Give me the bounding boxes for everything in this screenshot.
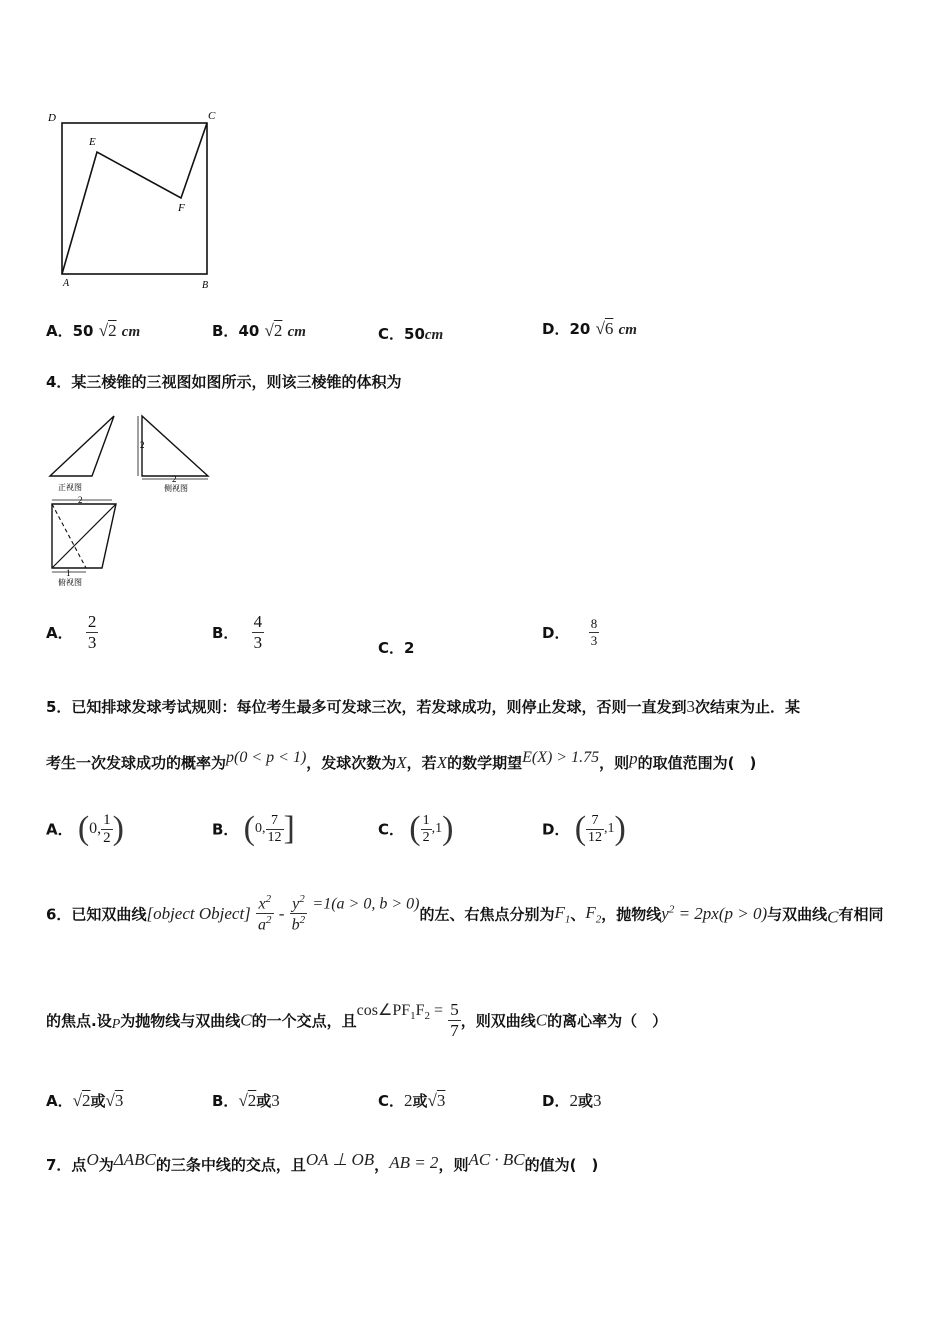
sqrt-symbol: √6 [595, 319, 614, 338]
q3-option-c[interactable] [378, 323, 443, 344]
or-word: 或 [577, 1092, 593, 1110]
radicand: 2 [273, 321, 283, 340]
q6-option-b[interactable] [212, 1090, 280, 1111]
sqrt-symbol: √2 [264, 321, 283, 340]
q5-line1: 5．已知排球发球考试规则：每位考生最多可发球三次，若发球成功，则停止发球，否则一直发到3次结束为止．某 [46, 697, 800, 716]
front-view-shape [50, 416, 114, 476]
ab-length: AB = 2 [389, 1153, 439, 1172]
top-view-label: 俯视图 [58, 578, 82, 587]
option-letter: A． [46, 322, 73, 340]
q5-option-b[interactable]: B． (0, $\frac{7}{12}$ ] [212, 810, 295, 847]
q5-option-c[interactable]: C． ( $\frac{1}{2}$ ,1) [378, 810, 454, 847]
interval-right: ,1 [604, 821, 615, 836]
hyperbola-C4: C [535, 1010, 548, 1030]
fraction: $\frac{4}{3}$ [253, 612, 263, 652]
interval-right: ,1 [431, 821, 443, 836]
top-dim: 2 [78, 495, 83, 505]
fraction: $\frac{8}{3}$ [590, 616, 598, 648]
expectation: E(X) > 1.75 [522, 749, 600, 766]
q4-option-d[interactable] [542, 616, 599, 649]
sqrt-3: √3 [105, 1091, 124, 1110]
fraction-x2-a2: $\frac{x^2}{a^2}$ [258, 893, 272, 934]
or-word: 或 [412, 1092, 428, 1110]
option-value: 50 [404, 325, 425, 343]
option-letter: B． [212, 322, 239, 340]
path-AEFC [62, 123, 207, 274]
option-letter: D． [542, 624, 570, 642]
label-C: C [208, 110, 216, 122]
triangle-ABC: ΔABC [113, 1150, 156, 1169]
sqrt-2: √2 [238, 1091, 257, 1110]
sqrt-3: √3 [427, 1091, 446, 1110]
var-X: X [396, 753, 407, 772]
option-letter: B． [212, 820, 239, 839]
fraction: $\frac{2}{3}$ [87, 612, 97, 652]
option-value: 2 [404, 639, 415, 657]
var-X: X [436, 753, 448, 772]
cos-angle: $\cos\angle PF_1F_2$ = [356, 1002, 444, 1023]
side-dim: 2 [140, 440, 145, 450]
sqrt-2: √2 [72, 1091, 91, 1110]
q4-option-b[interactable] [212, 612, 264, 653]
or-word: 或 [90, 1092, 106, 1110]
option-coef: 50 [72, 322, 94, 340]
point-P: P [111, 1017, 121, 1032]
value-2: 2 [569, 1091, 578, 1110]
label-F: F [178, 202, 185, 214]
side-base-dim: 2 [172, 474, 177, 484]
hyperbola-C: [object Object] [146, 903, 251, 923]
q6-option-d[interactable] [542, 1090, 601, 1111]
option-letter: A． [46, 624, 73, 642]
fraction: $\frac{7}{12}$ [588, 812, 603, 845]
fraction: $\frac{1}{2}$ [103, 811, 111, 846]
q4-three-views-figure [44, 408, 224, 593]
side-view-label: 侧视图 [164, 484, 188, 493]
option-letter: C． [378, 325, 405, 343]
label-A: A [63, 278, 70, 289]
q3-option-d[interactable] [542, 318, 637, 339]
q4-stem: 4．某三棱锥的三视图如图所示，则该三棱锥的体积为 [46, 373, 402, 391]
point-O: O [86, 1150, 99, 1169]
option-letter: D． [542, 820, 570, 839]
question3-figure [40, 105, 230, 295]
q6-line2: 的焦点.设P为抛物线与双曲线C的一个交点，且$\cos\angle PF_1F_2$ = $\frac{5}{7}$ ，则双曲线C的离心率为（ ） [46, 1000, 668, 1040]
fraction-5-7: $\frac{5}{7}$ [450, 1000, 459, 1040]
option-letter: D． [542, 320, 570, 338]
fraction: $\frac{1}{2}$ [422, 812, 430, 845]
hyperbola-C3: C [240, 1010, 252, 1030]
unit: cm [121, 324, 141, 340]
option-letter: B． [212, 1092, 239, 1110]
perpendicular: OA ⊥ OB [305, 1150, 375, 1169]
sqrt-symbol: √2 [98, 321, 117, 340]
q7-stem: 7．点O为ΔABC的三条中线的交点，且OA ⊥ OB，AB = 2，则AC · BC的值为( ) [46, 1150, 599, 1174]
option-letter: C． [378, 820, 405, 839]
fraction-y2-b2: $\frac{y^2}{b^2}$ [291, 893, 306, 934]
p-condition: p(0 < p < 1) [226, 749, 307, 766]
option-coef: 20 [569, 320, 591, 338]
dot-product: AC · BC [468, 1150, 525, 1169]
label-E: E [89, 136, 96, 148]
q6-option-c[interactable] [378, 1090, 445, 1111]
unit: cm [618, 322, 637, 338]
q4-option-c[interactable] [378, 637, 414, 658]
q6-line1: 6．已知双曲线[object Object] $\frac{x^2}{a^2}$ - $\frac{y^2}{b^2}$ =1(a > 0, b > 0)的左、右焦点分别为$F_1$、$F_2$，抛物线$y^2 = 2px(p > 0)$与双曲线C有相同 [46, 893, 884, 934]
q6-option-a[interactable] [46, 1090, 123, 1111]
F2: $F_2$ [585, 902, 602, 926]
or-word: 或 [256, 1092, 272, 1110]
option-letter: C． [378, 1092, 405, 1110]
side-view-shape [142, 416, 208, 476]
unit: cm [287, 324, 306, 340]
q5-option-a[interactable]: A． (0, $\frac{1}{2}$ ) [46, 810, 124, 847]
option-letter: A． [46, 820, 73, 839]
q4-option-a[interactable] [46, 612, 98, 653]
value-2: 2 [404, 1091, 413, 1110]
number-3: 3 [686, 697, 695, 716]
q5-line2: 考生一次发球成功的概率为p(0 < p < 1)，发球次数为X，若X的数学期望E(X) > 1.75，则p的取值范围为( ) [46, 749, 757, 772]
radicand: 2 [108, 321, 117, 340]
condition: =1(a > 0, b > 0) [312, 895, 420, 913]
unit: cm [424, 327, 444, 343]
option-letter: A． [46, 1092, 73, 1110]
label-B: B [202, 280, 209, 291]
q3-option-a[interactable] [46, 320, 140, 341]
label-D: D [48, 112, 56, 124]
option-coef: 40 [238, 322, 260, 340]
var-p: p [629, 749, 638, 768]
option-letter: B． [212, 624, 239, 642]
F1: $F_1$ [554, 902, 571, 926]
option-letter: C． [378, 639, 405, 657]
hyperbola-C2: C [827, 907, 839, 927]
value-3: 3 [592, 1091, 602, 1110]
interval-left: 0, [89, 820, 102, 837]
top-base-dim: 1 [66, 568, 71, 578]
q5-option-d[interactable]: D． ( $\frac{7}{12}$ ,1) [542, 810, 626, 847]
fraction: $\frac{7}{12}$ [267, 812, 282, 845]
front-view-label: 正视图 [58, 483, 82, 492]
value-3: 3 [271, 1091, 280, 1110]
q3-option-b[interactable] [212, 320, 306, 341]
radicand: 6 [604, 319, 614, 338]
interval-left: 0, [255, 821, 266, 836]
parabola: $y^2 = 2px(p > 0)$ [661, 903, 768, 924]
option-letter: D． [542, 1092, 570, 1110]
